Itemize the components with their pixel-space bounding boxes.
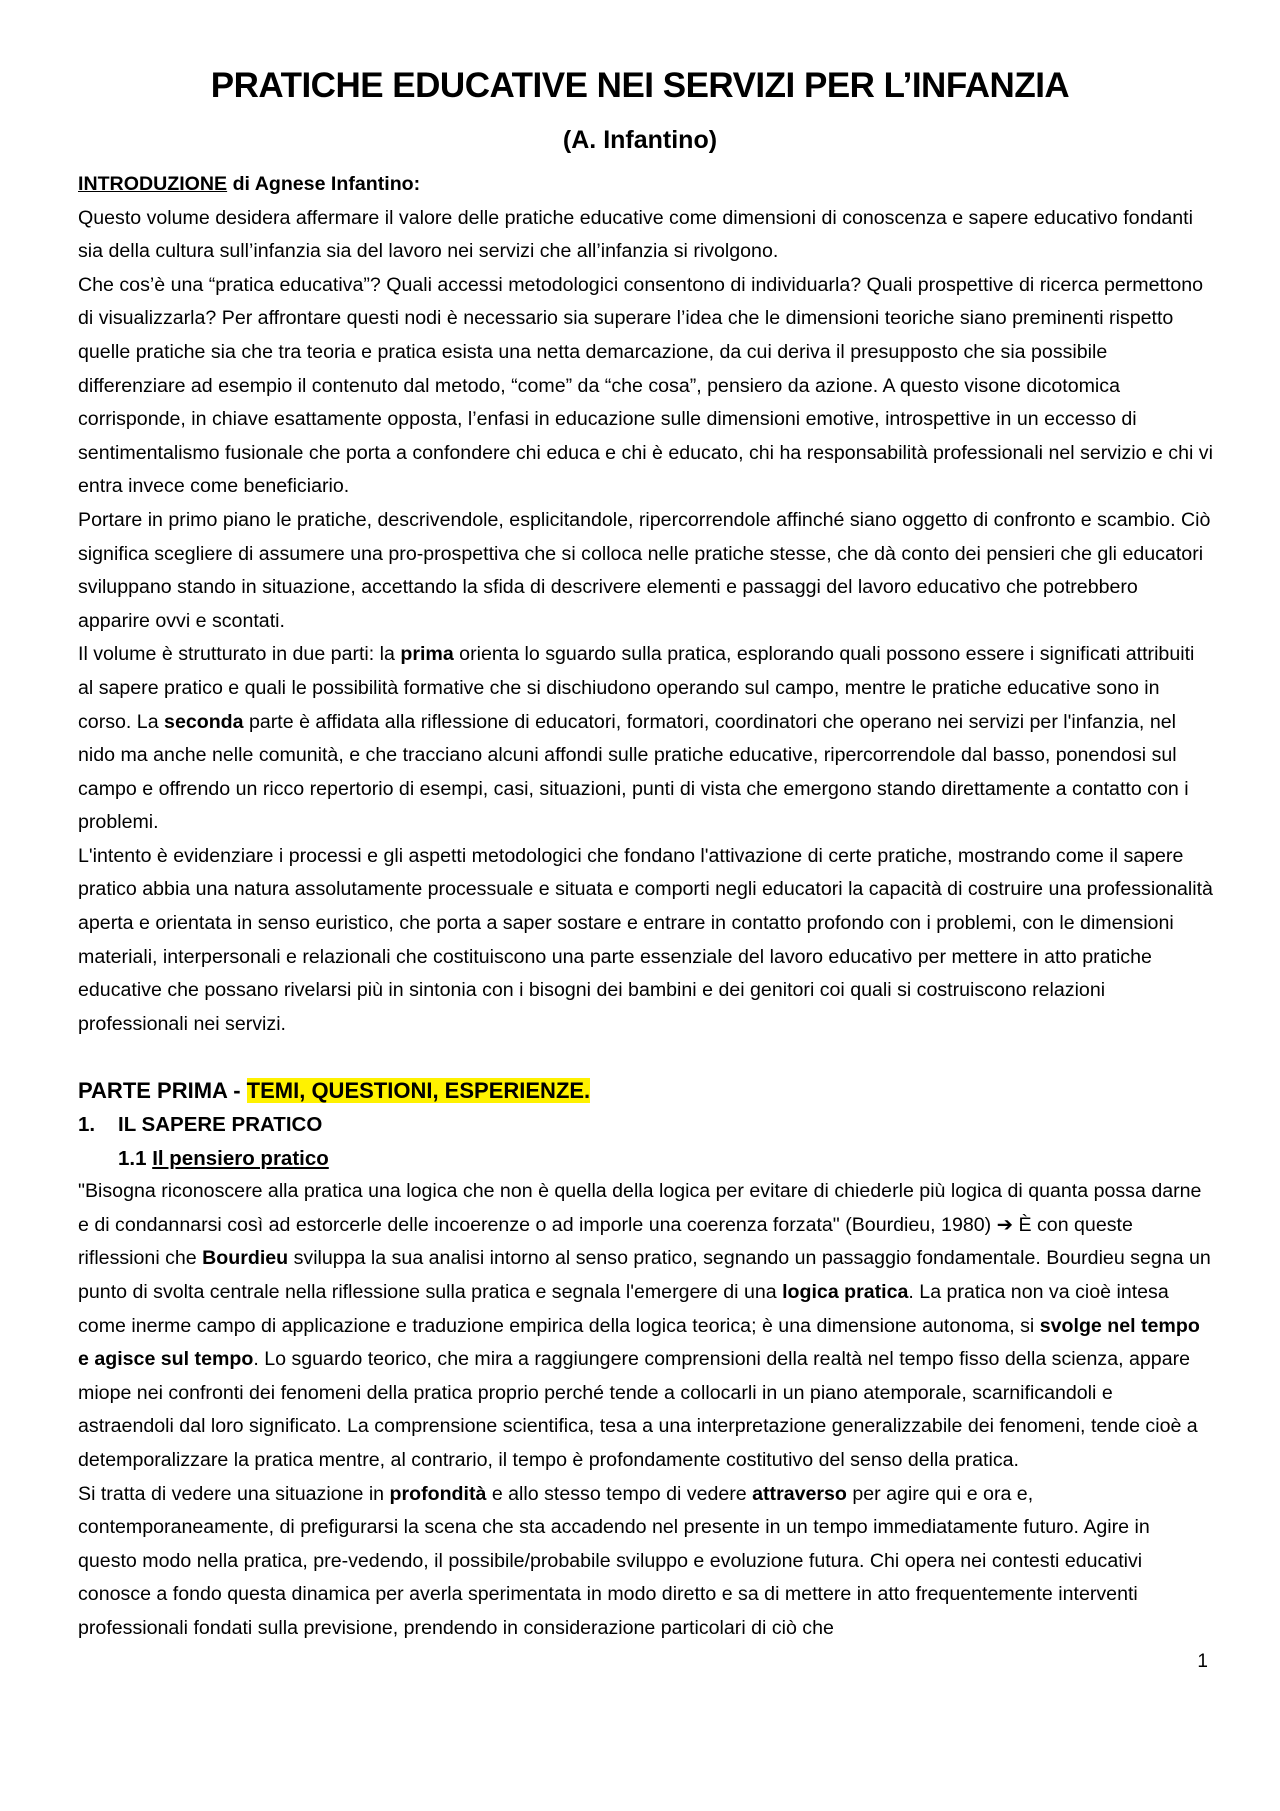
intro-paragraph-4 bbox=[78, 638, 1213, 840]
text-run: sviluppa la sua analisi intorno al senso pratico, segnando un passaggio fondamentale. Bourdieu segna un punto di svolta centrale nella riflessione sulla pratica e segnala l'emergere di una bbox=[78, 1247, 1211, 1303]
intro-paragraph-2: Che cos’è una “pratica educativa”? Quali accessi metodologici consentono di individuarla? Quali prospettive di ricerca permettono di visualizzarla? Per affrontare questi nodi è necessario sia superare l’idea che le dimensioni teoriche siano preminenti rispetto quelle pratiche sia che tra teoria e pratica esista una netta demarcazione, da cui deriva il presupposto che sia possibile differenziare ad esempio il contenuto dal metodo, “come” da “che cosa”, pensiero da azione. A questo visone dicotomica corrisponde, in chiave esattamente opposta, l’enfasi in educazione sulle dimensioni emotive, introspettive in un eccesso di sentimentalismo fusionale che porta a confondere chi educa e chi è educato, chi ha responsabilità professionali nel servizio e chi vi entra invece come beneficiario. bbox=[78, 273, 1213, 498]
part-one-heading bbox=[78, 1074, 1213, 1108]
section-number: 1. bbox=[78, 1113, 96, 1137]
bold-run: attraverso bbox=[752, 1482, 847, 1505]
subsection-1-1-heading bbox=[78, 1142, 1213, 1176]
text-run: Il volume è strutturato in due parti: la bbox=[78, 643, 401, 666]
text-run: . La pratica non va cioè intesa come inerme campo di applicazione e traduzione empirica della logica teorica; è una dimensione autonoma, si bbox=[78, 1281, 1169, 1337]
bold-run: svolge nel tempo e agisce sul tempo bbox=[78, 1314, 1200, 1371]
document-body bbox=[78, 168, 1213, 1646]
text-run: orienta lo sguardo sulla pratica, esplorando quali possono essere i significati attribuiti al sapere pratico e quali le possibilità formative che si dischiudono operando sul campo, mentre le pratiche educative sono in corso. La bbox=[78, 643, 1195, 733]
part-one-highlighted-title: TEMI, QUESTIONI, ESPERIENZE. bbox=[246, 1078, 591, 1104]
text-run: "Bisogna riconoscere alla pratica una logica che non è quella della logica per evitare di chiederle più logica di quanta possa darne e di condannarsi così ad estorcerle delle incoerenze o ad imporle una coerenza forzata" (Bourdieu, 1980) bbox=[78, 1180, 1202, 1236]
section-1-heading bbox=[78, 1108, 1213, 1142]
text-run: Si tratta di vedere una situazione in bbox=[78, 1482, 390, 1505]
intro-paragraph-5: L'intento è evidenziare i processi e gli aspetti metodologici che fondano l'attivazione di certe pratiche, mostrando come il sapere pratico abbia una natura assolutamente processuale e situata e comporti negli educatori la capacità di costruire una professionalità aperta e orientata in senso euristico, che porta a saper sostare e entrare in contatto profondo con i problemi, con le dimensioni materiali, interpersonali e relazionali che costituiscono una parte essenziale del lavoro educativo per mettere in atto pratiche educative che possano rivelarsi più in sintonia con i bisogni dei bambini e dei genitori coi quali si costruiscono relazioni professionali nei servizi. bbox=[78, 844, 1213, 1035]
intro-heading-author: di Agnese Infantino: bbox=[227, 173, 421, 195]
intro-paragraph-3: Portare in primo piano le pratiche, descrivendole, esplicitandole, ripercorrendole affinché siano oggetto di confronto e scambio. Ciò significa scegliere di assumere una pro-prospettiva che si colloca nelle pratiche stesse, che dà conto dei pensieri che gli educatori sviluppano stando in situazione, accettando la sfida di descrivere elementi e passaggi del lavoro educativo che potrebbero apparire ovvi e scontati. bbox=[78, 508, 1211, 632]
intro-paragraph-1: Questo volume desidera affermare il valore delle pratiche educative come dimensioni di conoscenza e sapere educativo fondanti sia della cultura sull’infanzia sia del lavoro nei servizi che all’infanzia si rivolgono. bbox=[78, 206, 1193, 263]
body-paragraph-2 bbox=[78, 1478, 1213, 1646]
bold-run: profondità bbox=[389, 1482, 487, 1505]
text-run: parte è affidata alla riflessione di educatori, formatori, coordinatori che operano nei servizi per l'infanzia, nel nido ma anche nelle comunità, e che tracciano alcuni affondi sulle pratiche educative, ripercorrendole dal basso, ponendosi sul campo e offrendo un ricco repertorio di esempi, casi, situazioni, punti di vista che emergono stando direttamente a contatto con i problemi. bbox=[78, 710, 1189, 834]
intro-heading-label: INTRODUZIONE bbox=[78, 173, 228, 195]
text-run: È con queste riflessioni che bbox=[78, 1213, 1133, 1270]
bold-run: logica pratica bbox=[782, 1281, 909, 1303]
document-title: PRATICHE EDUCATIVE NEI SERVIZI PER L’INFANZIA bbox=[210, 66, 1070, 105]
bold-run: seconda bbox=[164, 710, 244, 733]
subsection-number: 1.1 bbox=[118, 1146, 153, 1170]
text-run: . Lo sguardo teorico, che mira a raggiungere comprensioni della realtà nel tempo fisso della scienza, appare miope nei confronti dei fenomeni della pratica proprio perché tende a collocarli in un piano atemporale, scarnificandoli e astraendoli dal loro significato. La comprensione scientifica, tesa a una interpretazione generalizzabile dei fenomeni, tende cioè a detemporalizzare la pratica mentre, al contrario, il tempo è profondamente costitutivo del senso della pratica. bbox=[78, 1348, 1198, 1471]
part-one-label: PARTE PRIMA - bbox=[78, 1078, 247, 1104]
subsection-title: Il pensiero pratico bbox=[152, 1146, 329, 1170]
section-title: IL SAPERE PRATICO bbox=[118, 1113, 323, 1137]
text-run: per agire qui e ora e, contemporaneamente, di prefigurarsi la scena che sta accadendo nel presente in un tempo immediatamente futuro. Agire in questo modo nella pratica, pre-vedendo, il possibile/probabile sviluppo e evoluzione futura. Chi opera nei contesti educativi conosce a fondo questa dinamica per averla sperimentata in modo diretto e sa di mettere in atto frequentemente interventi professionali fondati sulla previsione, prendendo in considerazione particolari di ciò che bbox=[78, 1482, 1150, 1639]
document-subtitle: (A. Infantino) bbox=[562, 126, 718, 154]
page-number: 1 bbox=[1197, 1651, 1208, 1672]
text-run: e allo stesso tempo di vedere bbox=[486, 1482, 753, 1505]
body-paragraph-1 bbox=[78, 1175, 1213, 1477]
bold-run: prima bbox=[400, 643, 454, 666]
arrow-right-icon: ➔ bbox=[996, 1213, 1014, 1236]
bold-run: Bourdieu bbox=[202, 1247, 289, 1270]
intro-heading bbox=[78, 168, 1213, 202]
